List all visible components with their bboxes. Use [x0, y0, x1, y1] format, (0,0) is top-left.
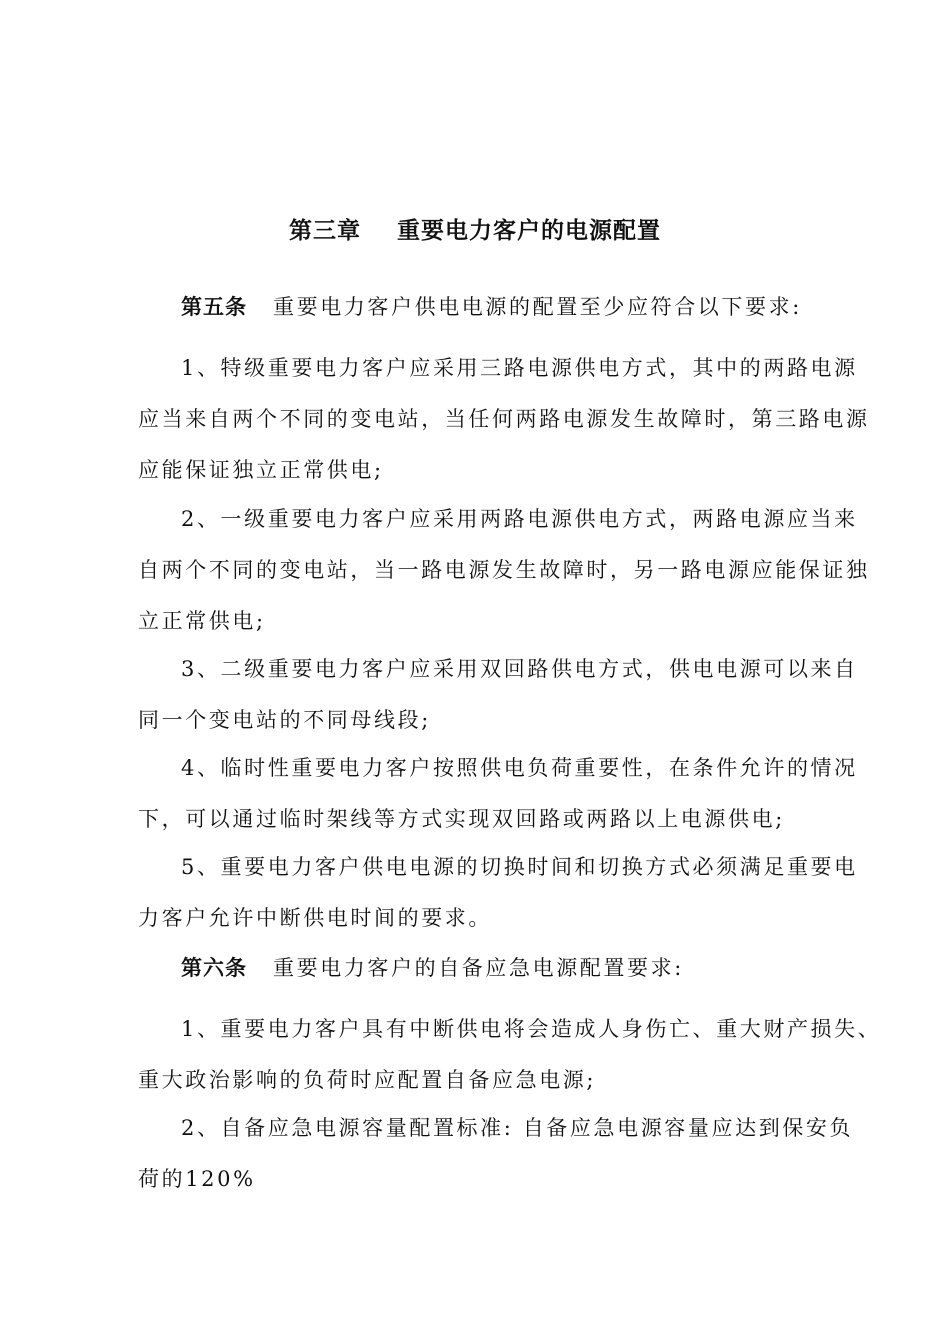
paragraph-line: 立正常供电; — [138, 609, 266, 633]
article-5-heading — [181, 291, 802, 321]
paragraph-line: 同一个变电站的不同母线段; — [138, 708, 431, 732]
paragraph-line: 2、一级重要电力客户应采用两路电源供电方式，两路电源应当来 — [181, 507, 858, 531]
paragraph-line: 1、重要电力客户具有中断供电将会造成人身伤亡、重大财产损失、 — [181, 1017, 882, 1041]
paragraph-line: 应当来自两个不同的变电站，当任何两路电源发生故障时，第三路电源 — [138, 407, 870, 431]
paragraph-line: 下，可以通过临时架线等方式实现双回路或两路以上电源供电; — [138, 807, 785, 831]
article-6-label: 第六条 — [181, 956, 247, 980]
article-5-item-1 — [138, 343, 870, 496]
paragraph-line: 2、自备应急电源容量配置标准: 自备应急电源容量应达到保安负 — [181, 1116, 854, 1140]
article-6-heading — [181, 952, 684, 982]
article-6-item-2 — [138, 1103, 854, 1205]
chapter-title: 第三章 重要电力客户的电源配置 — [288, 218, 662, 244]
article-5-item-2 — [138, 494, 870, 647]
article-5-text: 重要电力客户供电电源的配置至少应符合以下要求: — [273, 295, 802, 319]
paragraph-line: 4、临时性重要电力客户按照供电负荷重要性，在条件允许的情况 — [181, 756, 858, 780]
article-6-item-1 — [138, 1004, 882, 1106]
paragraph-line: 5、重要电力客户供电电源的切换时间和切换方式必须满足重要电 — [181, 855, 858, 879]
article-5-item-4 — [138, 743, 858, 845]
paragraph-line: 应能保证独立正常供电; — [138, 458, 384, 482]
paragraph-line: 3、二级重要电力客户应采用双回路供电方式，供电电源可以来自 — [181, 657, 858, 681]
paragraph-line: 力客户允许中断供电时间的要求。 — [138, 906, 492, 930]
article-5-item-5 — [138, 842, 858, 944]
paragraph-line: 自两个不同的变电站，当一路电源发生故障时，另一路电源应能保证独 — [138, 558, 870, 582]
article-5-label: 第五条 — [181, 295, 247, 319]
article-5-item-3 — [138, 644, 858, 746]
paragraph-line: 1、特级重要电力客户应采用三路电源供电方式，其中的两路电源 — [181, 356, 858, 380]
article-6-text: 重要电力客户的自备应急电源配置要求: — [273, 956, 684, 980]
paragraph-line: 荷的120% — [138, 1167, 256, 1191]
paragraph-line: 重大政治影响的负荷时应配置自备应急电源; — [138, 1068, 597, 1092]
